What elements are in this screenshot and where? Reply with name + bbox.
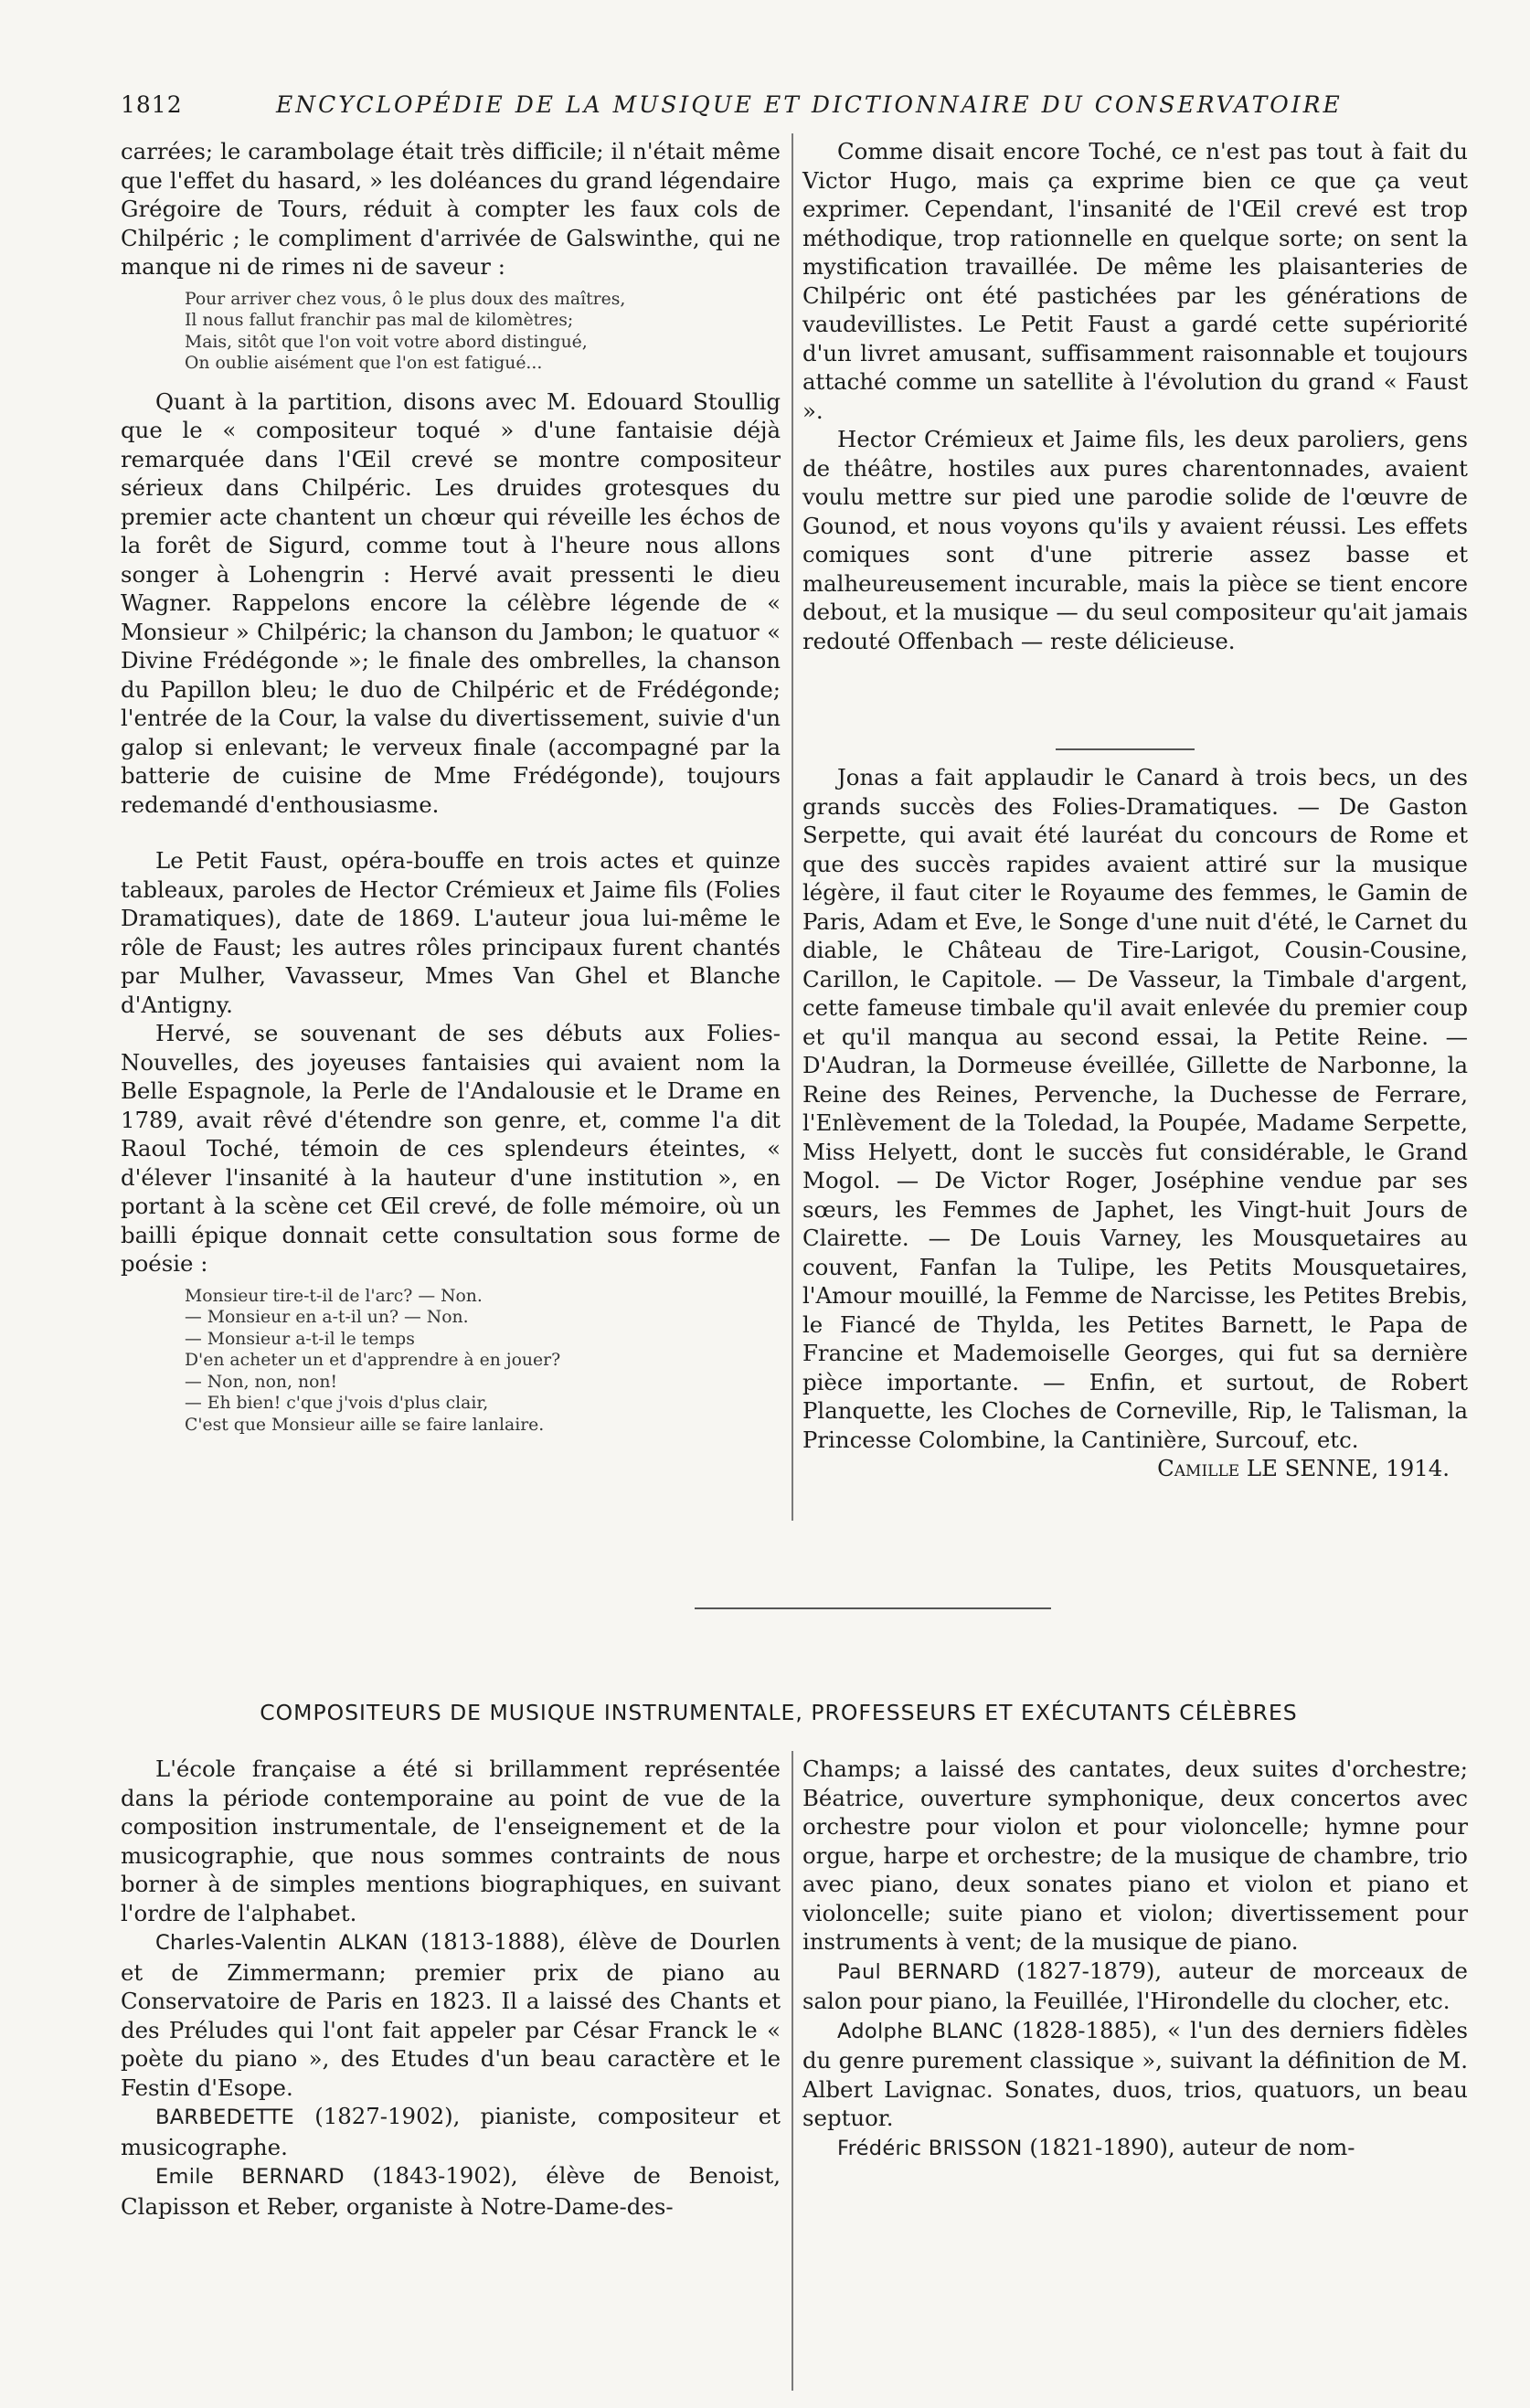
right-column-bottom <box>802 1755 1468 2163</box>
composer-name: Adolphe BLANC <box>837 2019 1004 2043</box>
entry-text: (1827-1879), auteur de morceaux de salon pour piano, la Feuillée, l'Hirondelle du clocher, etc. <box>802 1957 1468 2014</box>
verse-line: Monsieur tire-t-il de l'arc? — Non. <box>185 1286 483 1306</box>
left-column-bottom <box>121 1755 781 2221</box>
paragraph: Jonas a fait applaudir le Canard à trois becs, un des grands succès des Folies-Dramatiques. — De Gaston Serpette, qui avait été lauréat du concours de Rome et que des succès rapides avaient attiré sur la musique légère, il faut citer le Royaume des femmes, le Gamin de Paris, Adam et Eve, le Songe d'une nuit d'été, le Carnet du diable, le Château de Tire-Larigot, Cousin-Cousine, Carillon, le Capitole. — De Vasseur, la Timbale d'argent, cette fameuse timbale qu'il avait enlevée du premier coup et qu'il manqua au second essai, la Petite Reine. — D'Audran, la Dormeuse éveillée, Gillette de Narbonne, la Reine des Reines, Pervenche, la Duchesse de Ferrare, l'Enlèvement de la Toledad, la Poupée, Madame Serpette, Miss Helyett, dont le succès fut considérable, le Grand Mogol. — De Victor Roger, Joséphine vendue par ses sœurs, les Femmes de Japhet, les Vingt-huit Jours de Clairette. — De Louis Varney, les Mousquetaires au couvent, Fanfan la Tulipe, les Petits Mousquetaires, l'Amour mouillé, la Femme de Narcisse, les Petites Brebis, le Fiancé de Thylda, les Petites Barnett, le Papa de Francine et Mademoiselle Georges, qui fut sa dernière pièce importante. — Enfin, et surtout, de Robert Planquette, les Cloches de Corneville, Rip, le Talisman, la Princesse Colombine, la Cantinière, Surcouf, etc. <box>802 764 1468 1453</box>
paragraph: carrées; le carambolage était très difficile; il n'était même que l'effet du hasard, » les doléances du grand légendaire Grégoire de Tours, réduit à compter les faux cols de Chilpéric ; le compliment d'arrivée de Galswinthe, qui ne manque ni de rimes ni de saveur : <box>121 138 781 280</box>
column-divider-bottom <box>792 1751 793 2391</box>
paragraph: Hervé, se souvenant de ses débuts aux Folies-Nouvelles, des joyeuses fantaisies qui avaient nom la Belle Espagnole, la Perle de l'Andalousie et le Drame en 1789, avait rêvé d'étendre son genre, et, comme l'a dit Raoul Toché, témoin de ces splendeurs éteintes, « d'élever l'insanité à la hauteur d'une institution », en portant à la scène cet Œil crevé, de folle mémoire, où un bailli épique donnait cette consultation sous forme de poésie : <box>121 1020 781 1277</box>
paragraph: Comme disait encore Toché, ce n'est pas tout à fait du Victor Hugo, mais ça exprime bien ce que ça veut exprimer. Cependant, l'insanité de l'Œil crevé est trop méthodique, trop rationnelle en quelque sorte; on sent la mystification travaillée. De même les plaisanteries de Chilpéric ont été pastichées par les générations de vaudevillistes. Le Petit Faust a gardé cette supériorité d'un livret amusant, suffisamment raisonnable et toujours attaché comme un satellite à l'évolution du grand « Faust ». <box>802 138 1468 424</box>
verse-line: On oublie aisément que l'on est fatigué... <box>185 354 543 373</box>
paragraph: Quant à la partition, disons avec M. Edouard Stoullig que le « compositeur toqué » d'une fantaisie déjà remarquée dans l'Œil crevé se montre compositeur sérieux dans Chilpéric. Les druides grotesques du premier acte chantent un chœur qui réveille les échos de la forêt de Sigurd, comme tout à l'heure nous allons songer à Lohengrin : Hervé avait pressenti le dieu Wagner. Rappelons encore la célèbre légende de « Monsieur » Chilpéric; la chanson du Jambon; le quatuor « Divine Frédégonde »; le finale des ombrelles, la chanson du Papillon bleu; le duo de Chilpéric et de Frédégonde; l'entrée de la Cour, la valse du divertissement, suivie d'un galop si enlevant; le verveux finale (accompagné par la batterie de cuisine de Mme Frédégonde), toujours redemandé d'enthousiasme. <box>121 387 781 818</box>
paragraph: Hector Crémieux et Jaime fils, les deux paroliers, gens de théâtre, hostiles aux pures charentonnades, avaient voulu mettre sur pied une parodie solide de l'œuvre de Gounod, et nous voyons qu'ils y avaient réussi. Les effets comiques sont d'une pitrerie assez basse et malheureusement incurable, mais la pièce se tient encore debout, et la musique — du seul compositeur qu'ait jamais redouté Offenbach — reste délicieuse. <box>802 426 1468 654</box>
entry-text: (1843-1902), élève de Benoist, Clapisson et Reber, organiste à Notre-Dame-des- <box>121 2162 781 2220</box>
signature: Camille LE SENNE, 1914. <box>1157 1455 1450 1481</box>
composer-name: Frédéric BRISSON <box>837 2136 1023 2160</box>
composer-name: Paul BERNARD <box>837 1959 1001 1984</box>
entry-barbedette <box>121 2102 781 2161</box>
section-title: COMPOSITEURS DE MUSIQUE INSTRUMENTALE, PROFESSEURS ET EXÉCUTANTS CÉLÈBRES <box>260 1700 1298 1725</box>
entry-emile-bernard <box>121 2161 781 2221</box>
verse-line: — Non, non, non! <box>185 1372 338 1392</box>
running-title: ENCYCLOPÉDIE DE LA MUSIQUE ET DICTIONNAIRE DU CONSERVATOIRE <box>276 91 1343 118</box>
verse-quote <box>185 1286 781 1437</box>
entry-text: (1827-1902), pianiste, compositeur et musicographe. <box>121 2103 781 2160</box>
entry-adolphe-blanc <box>802 2016 1468 2133</box>
verse-quote <box>185 289 781 375</box>
entry-text: (1821-1890), auteur de nom- <box>1022 2133 1355 2160</box>
section-separator <box>695 1607 1051 1609</box>
verse-line: C'est que Monsieur aille se faire lanlaire. <box>185 1415 545 1435</box>
verse-line: Mais, sitôt que l'on voit votre abord distingué, <box>185 332 588 352</box>
right-column-top <box>802 137 1468 1483</box>
entry-text: (1828-1885), « l'un des derniers fidèles du genre purement classique », suivant la définition de M. Albert Lavignac. Sonates, duos, trios, quatuors, un beau septuor. <box>802 2016 1468 2131</box>
entry-brisson <box>802 2133 1468 2164</box>
composer-name: BARBEDETTE <box>155 2106 294 2129</box>
entry-alkan <box>121 1927 781 2102</box>
page-number: 1812 <box>121 91 183 118</box>
paragraph: L'école française a été si brillamment représentée dans la période contemporaine au point de vue de la composition instrumentale, de l'enseignement et de la musicographie, que nous sommes contraints de nous borner à de simples mentions biographiques, en suivant l'ordre de l'alphabet. <box>121 1756 781 1926</box>
composer-name: Charles-Valentin ALKAN <box>155 1931 409 1955</box>
verse-line: — Monsieur a-t-il le temps <box>185 1329 415 1349</box>
composer-name: Emile BERNARD <box>155 2165 345 2189</box>
verse-line: Il nous fallut franchir pas mal de kilomètres; <box>185 311 574 330</box>
verse-line: D'en acheter un et d'apprendre à en jouer? <box>185 1351 561 1370</box>
verse-line: Pour arriver chez vous, ô le plus doux des maîtres, <box>185 289 626 309</box>
paragraph: Champs; a laissé des cantates, deux suites d'orchestre; Béatrice, ouverture symphonique, deux concertos avec orchestre pour violon et pour violoncelle; hymne pour orgue, harpe et orchestre; de la musique de chambre, trio avec piano, deux sonates piano et violon et piano et violoncelle; suite piano et violon; divertissement pour instruments à vent; de la musique de piano. <box>802 1756 1468 1955</box>
paragraph: Le Petit Faust, opéra-bouffe en trois actes et quinze tableaux, paroles de Hector Crémieux et Jaime fils (Folies Dramatiques), date de 1869. L'auteur joua lui-même le rôle de Faust; les autres rôles principaux furent chantés par Mulher, Vavasseur, Mmes Van Ghel et Blanche d'Antigny. <box>121 847 781 1018</box>
entry-paul-bernard <box>802 1957 1468 2016</box>
column-divider-top <box>792 133 793 1521</box>
section-separator <box>1056 748 1195 750</box>
left-column-top <box>121 137 781 1448</box>
verse-line: — Eh bien! c'que j'vois d'plus clair, <box>185 1394 489 1413</box>
entry-text: (1813-1888), élève de Dourlen et de Zimmermann; premier prix de piano au Conservatoire de Paris en 1823. Il a laissé des Chants et des Préludes qui l'ont fait appeler par César Franck le « poète du piano », des Etudes d'un beau caractère et le Festin d'Esope. <box>121 1928 781 2101</box>
verse-line: — Monsieur en a-t-il un? — Non. <box>185 1308 469 1327</box>
